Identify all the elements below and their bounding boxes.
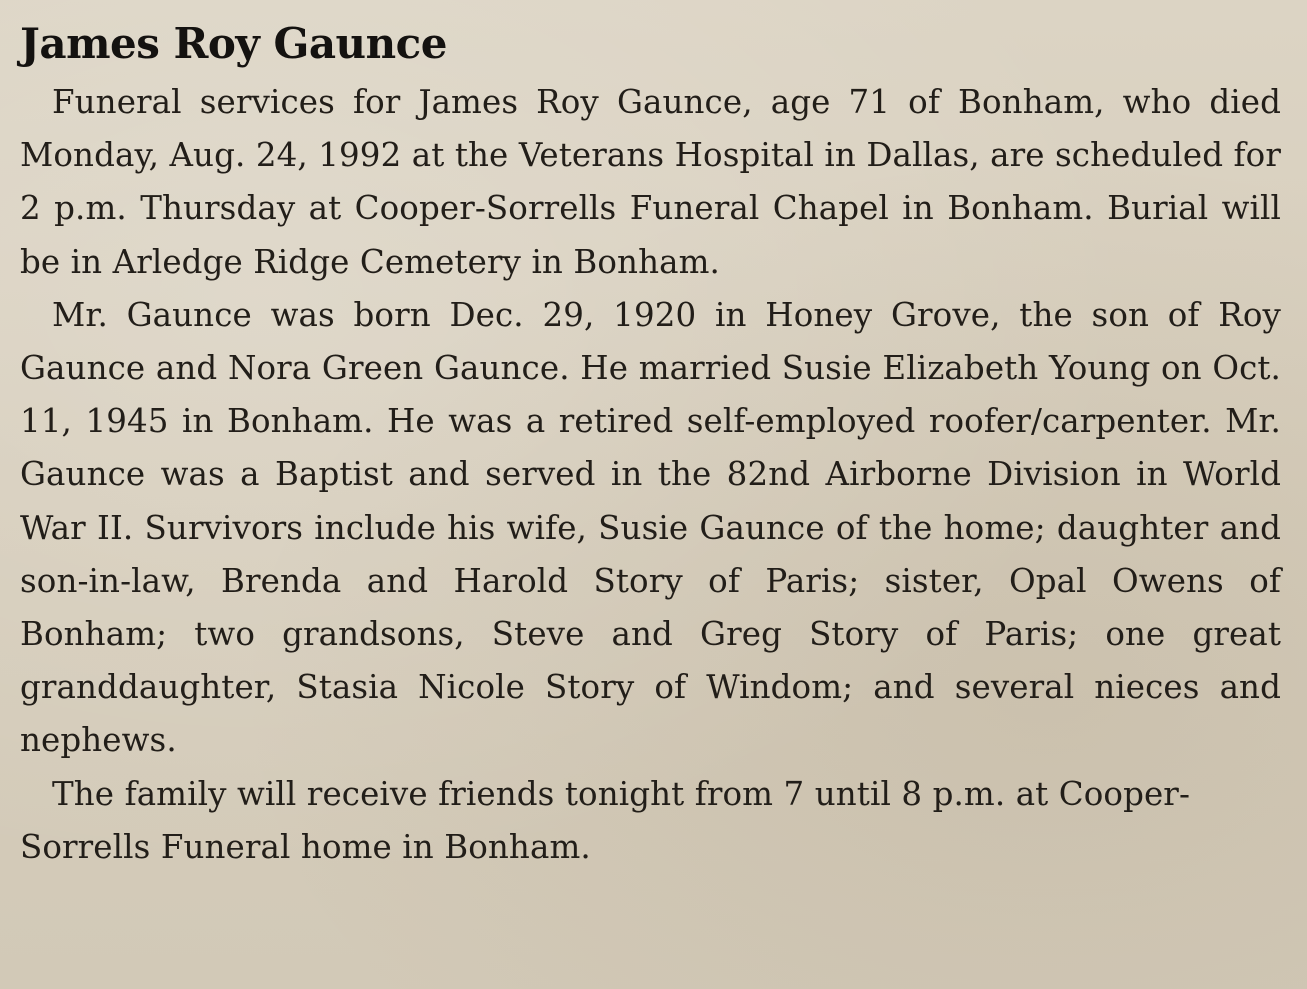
obituary-paragraph-services: Funeral services for James Roy Gaunce, age 71 of Bonham, who died Monday, Aug. 24, 1992 at the Veterans Hospital in Dallas, are scheduled for 2 p.m. Thursday at Cooper-Sorrells Funeral Chapel in Bonham. Burial will be in Arledge Ridge Cemetery in Bonham. bbox=[20, 83, 1281, 281]
obituary-paragraph-visitation: The family will receive friends tonight from 7 until 8 p.m. at Cooper-Sorrells Funeral home in Bonham. bbox=[20, 774, 1191, 866]
obituary-paragraph-biography: Mr. Gaunce was born Dec. 29, 1920 in Honey Grove, the son of Roy Gaunce and Nora Green Gaunce. He married Susie Elizabeth Young on Oct. 11, 1945 in Bonham. He was a retired self-employed roofer/carpenter. Mr. Gaunce was a Baptist and served in the 82nd Airborne Division in World War II. Survivors include his wife, Susie Gaunce of the home; daughter and son-in-law, Brenda and Harold Story of Paris; sister, Opal Owens of Bonham; two grandsons, Steve and Greg Story of Paris; one great granddaughter, Stasia Nicole Story of Windom; and several nieces and nephews. bbox=[20, 295, 1281, 760]
obituary-headline: James Roy Gaunce bbox=[20, 19, 447, 68]
